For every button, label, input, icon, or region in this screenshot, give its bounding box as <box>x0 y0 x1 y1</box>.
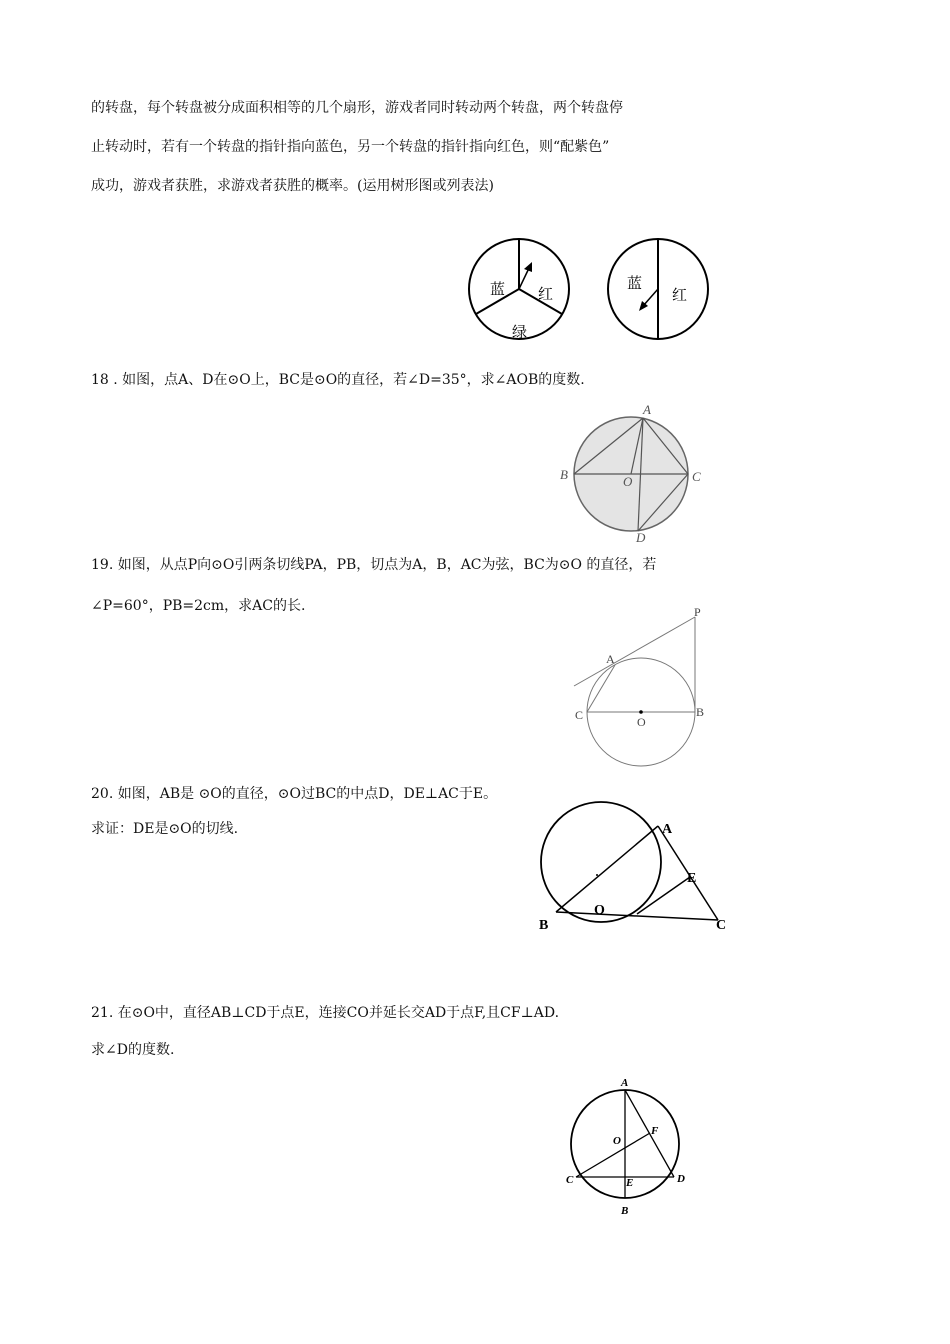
spinner-2-pointer <box>643 289 658 306</box>
q21-label-b: B <box>621 1205 629 1217</box>
q20-label-o: O <box>594 903 605 918</box>
q20-line2: 求证：DE是⊙O的切线. <box>91 821 239 837</box>
q19-label-b: B <box>696 705 705 719</box>
q19-figure <box>570 600 720 770</box>
q17-line3: 成功，游戏者获胜，求游戏者获胜的概率。(运用树形图或列表法) <box>91 178 494 194</box>
q21-label-a: A <box>621 1077 629 1089</box>
q19-center-dot <box>639 710 643 714</box>
q19-chord-ac <box>587 665 615 712</box>
spinner-2-label-blue: 蓝 <box>627 276 643 292</box>
q19-label-a: A <box>606 652 615 666</box>
q18-label-d: D <box>636 530 646 545</box>
q19-tangent-pa <box>574 617 695 686</box>
q21-label-o: O <box>613 1135 621 1147</box>
q21-label-c: C <box>566 1174 574 1186</box>
q21-label-e: E <box>626 1177 634 1189</box>
spinner-1-label-blue: 蓝 <box>490 282 506 298</box>
q19-label-c: C <box>575 708 584 722</box>
q20-label-a: A <box>662 822 673 837</box>
q21-line1: 21. 在⊙O中，直径AB⊥CD于点E，连接CO并延长交AD于点F,且CF⊥AD. <box>91 1005 560 1021</box>
q18-label-a: A <box>643 402 651 417</box>
q18-label-c: C <box>692 469 701 484</box>
q20-label-b: B <box>539 918 549 933</box>
q18-text: 18 . 如图，点A、D在⊙O上，BC是⊙O的直径，若∠D=35°，求∠AOB的度数. <box>91 372 585 388</box>
q21-label-f: F <box>651 1125 659 1137</box>
spinner-2-label-red: 红 <box>672 288 688 304</box>
q20-line1: 20. 如图，AB是 ⊙O的直径，⊙O过BC的中点D，DE⊥AC于E。 <box>91 786 498 802</box>
spinner-1-label-green: 绿 <box>512 325 528 341</box>
q19-line1: 19. 如图，从点P向⊙O引两条切线PA，PB，切点为A，B，AC为弦，BC为⊙O 的直径，若 <box>91 557 657 573</box>
spinner-1-label-red: 红 <box>538 287 554 303</box>
q21-figure <box>560 1076 700 1218</box>
q20-center-dot <box>596 874 598 876</box>
q18-figure <box>556 400 706 545</box>
q20-segment-de <box>637 877 690 914</box>
q19-label-o: O <box>637 715 646 729</box>
q18-label-o: O <box>623 474 633 489</box>
q17-line1: 的转盘，每个转盘被分成面积相等的几个扇形，游戏者同时转动两个转盘，两个转盘停 <box>91 100 623 116</box>
q20-label-c: C <box>716 918 727 933</box>
spinner-2-figure <box>605 236 715 346</box>
q20-label-e: E <box>687 871 697 886</box>
q20-figure <box>533 794 733 944</box>
q17-line2: 止转动时，若有一个转盘的指针指向蓝色，另一个转盘的指针指向红色，则“配紫色” <box>91 139 610 155</box>
q19-label-p: P <box>694 605 701 619</box>
q19-line2: ∠P=60°，PB=2cm，求AC的长. <box>91 598 306 614</box>
q20-diameter-ab <box>556 826 658 912</box>
q21-label-d: D <box>677 1173 685 1185</box>
q21-line2: 求∠D的度数. <box>91 1042 175 1058</box>
q18-label-b: B <box>560 467 568 482</box>
spinner-1-pointer-head <box>524 262 532 272</box>
spinner-1-figure <box>466 236 576 346</box>
